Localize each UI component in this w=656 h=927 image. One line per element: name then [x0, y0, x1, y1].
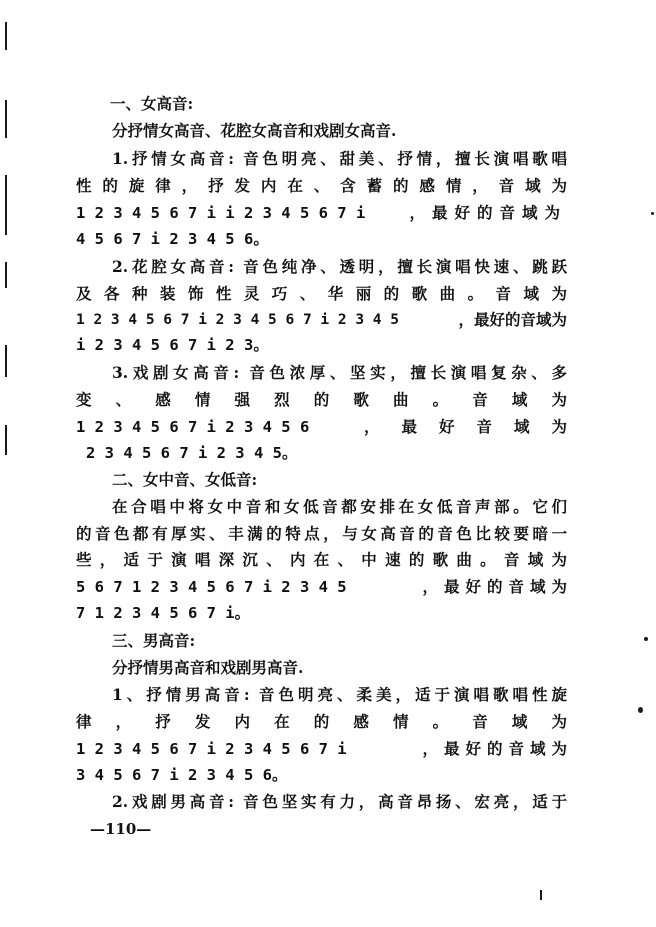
- intro-paragraph-soprano: 分抒情女高音、花腔女高音和戏剧女高音.: [112, 121, 397, 140]
- lyric-soprano-best-range: [76, 230, 269, 248]
- mezzo-alto-line-3: 些，适于演唱深沉、内在、中速的歌曲。音域为: [76, 550, 567, 569]
- scan-edge-mark: [540, 890, 542, 900]
- scan-edge-mark: [5, 22, 7, 50]
- coloratura-soprano-line-2: 及各种装饰性灵巧、华丽的歌曲。音域为: [76, 284, 567, 303]
- scan-edge-mark: [5, 262, 7, 288]
- section-heading-mezzo-alto: 二、女中音、女低音:: [112, 470, 258, 489]
- scan-speck: [638, 707, 643, 713]
- note-range: 7 1 2 3 4 5 6 7 i: [76, 604, 235, 622]
- lyric-soprano-range: [76, 204, 567, 222]
- note-range: 4 5 6 7 i 2 3 4 5 6: [76, 230, 254, 248]
- scan-speck: [651, 212, 654, 215]
- mezzo-alto-best-range: [76, 604, 250, 622]
- note-range: 1 2 3 4 5 6 7 i 2 3 4 5 6: [76, 418, 310, 436]
- scan-speck: [644, 637, 648, 641]
- section-heading-tenor: 三、男高音:: [112, 631, 196, 650]
- note-range: i 2 3 4 5 6 7 i 2 3: [76, 336, 254, 354]
- coloratura-soprano-best-range: [76, 336, 269, 354]
- note-range: 1 2 3 4 5 6 7 i 2 3 4 5 6 7 i 2 3 4 5: [76, 312, 400, 328]
- dramatic-tenor-line-1: 2.戏剧男高音: 音色坚实有力，高音昂扬、宏亮，适于: [112, 792, 567, 811]
- range-suffix: 。: [271, 765, 288, 784]
- range-suffix: ，最好音域为: [363, 417, 589, 436]
- coloratura-soprano-line-1: 2.花腔女高音: 音色纯净、透明，擅长演唱快速、跳跃: [112, 257, 567, 276]
- lyric-soprano-line-2: 性的旋律，抒发内在、含蓄的感情，音域为: [76, 176, 567, 195]
- dramatic-soprano-range: [76, 417, 589, 436]
- range-suffix: 。: [281, 443, 298, 462]
- range-suffix: ，最好的音域为: [458, 310, 567, 329]
- lyric-tenor-range: [76, 739, 573, 758]
- mezzo-alto-range: [76, 577, 573, 596]
- scan-edge-mark: [5, 100, 7, 138]
- section-heading-soprano: 一、女高音:: [110, 94, 194, 113]
- range-suffix: 。: [234, 603, 251, 622]
- note-range: 1 2 3 4 5 6 7 i i 2 3 4 5 6 7 i: [76, 204, 366, 222]
- page-number: —110—: [90, 820, 152, 838]
- note-range: 2 3 4 5 6 7 i 2 3 4 5: [86, 444, 282, 462]
- range-suffix: ，最好的音域为: [422, 577, 573, 596]
- range-suffix: ，最好的音域为: [422, 739, 573, 758]
- lyric-soprano-line-1: 1.抒情女高音: 音色明亮、甜美、抒情，擅长演唱歌唱: [112, 149, 567, 168]
- scan-edge-mark: [5, 175, 7, 235]
- lyric-tenor-line-2: 律，抒发内在的感情。音域为: [76, 712, 567, 731]
- lyric-tenor-line-1: 1、抒情男高音: 音色明亮、柔美，适于演唱歌唱性旋: [112, 685, 567, 704]
- lyric-tenor-best-range: [76, 766, 287, 784]
- range-suffix: 。: [253, 229, 269, 248]
- note-range: 5 6 7 1 2 3 4 5 6 7 i 2 3 4 5: [76, 578, 347, 596]
- dramatic-soprano-best-range: [86, 444, 297, 462]
- scan-edge-mark: [5, 345, 7, 377]
- coloratura-soprano-range: [76, 311, 567, 329]
- note-range: 3 4 5 6 7 i 2 3 4 5 6: [76, 766, 272, 784]
- dramatic-soprano-line-2: 变、感情强烈的歌曲。音域为: [76, 390, 567, 409]
- mezzo-alto-line-1: 在合唱中将女中音和女低音都安排在女低音声部。它们: [112, 497, 567, 516]
- range-suffix: ，最好的音域为: [409, 203, 567, 222]
- intro-paragraph-tenor: 分抒情男高音和戏剧男高音.: [112, 658, 304, 677]
- note-range: 1 2 3 4 5 6 7 i 2 3 4 5 6 7 i: [76, 740, 347, 758]
- range-suffix: 。: [253, 335, 269, 354]
- dramatic-soprano-line-1: 3.戏剧女高音: 音色浓厚、坚实，擅长演唱复杂、多: [112, 363, 567, 382]
- mezzo-alto-line-2: 的音色都有厚实、丰满的特点，与女高音的音色比较要暗一: [76, 524, 567, 543]
- scan-edge-mark: [5, 425, 7, 455]
